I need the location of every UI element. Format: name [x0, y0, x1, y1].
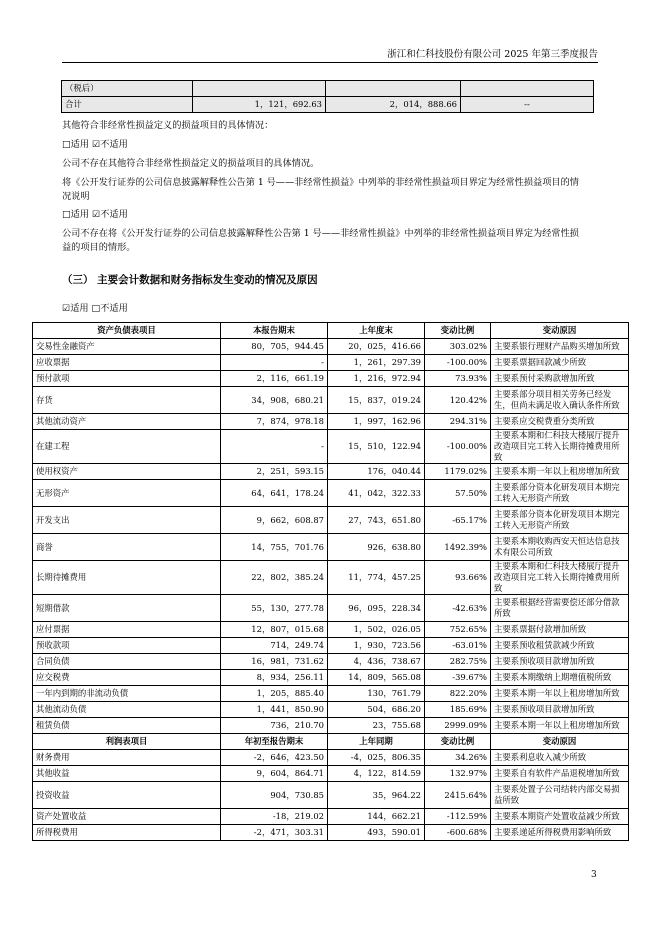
table-row [33, 480, 629, 507]
column-header: 资产负债表项目 [33, 323, 221, 339]
cell-item: 资产处置收益 [33, 809, 221, 825]
cell-reason: 主要系本期收购西安天恒达信息技术有限公司所致 [491, 534, 629, 561]
table-row [33, 464, 629, 480]
cell-item: 在建工程 [33, 430, 221, 464]
table-row [33, 718, 629, 734]
cell-change: 2999.09% [425, 718, 491, 734]
cell-change: -65.17% [425, 507, 491, 534]
cell-change: 57.50% [425, 480, 491, 507]
cell-item: 合计 [62, 97, 193, 113]
cell-prior: 41，042，322.33 [328, 480, 425, 507]
cell-item: 其他收益 [33, 766, 221, 782]
cell-reason: 主要系本期和仁科技大楼展厅提升改造项目完工转入长期待摊费用所致 [491, 430, 629, 464]
page-number: 3 [591, 870, 597, 880]
cell-prior: 35，964.22 [328, 782, 425, 809]
cell-change: 294.31% [425, 414, 491, 430]
cell-item: 所得税费用 [33, 825, 221, 841]
cell-current: 1，121，692.63 [193, 97, 326, 113]
cell-prior: 4，436，738.67 [328, 654, 425, 670]
cell-item: 应交税费 [33, 670, 221, 686]
cell-reason: 主要系预付采购款增加所致 [491, 371, 629, 387]
table-row [33, 809, 629, 825]
nonrecurring-table [61, 80, 594, 113]
changes-table [32, 322, 629, 841]
table-row [33, 702, 629, 718]
cell-prior: 20，025，416.66 [328, 339, 425, 355]
cell-reason: 主要系银行理财产品购买增加所致 [491, 339, 629, 355]
cell-prior: 1，502，026.05 [328, 622, 425, 638]
cell-change: 282.75% [425, 654, 491, 670]
cell-current: -2，471，303.31 [221, 825, 328, 841]
cell-current: 714，249.74 [221, 638, 328, 654]
applicable-check-2: □适用 ☑不适用 [62, 209, 128, 220]
table-row [33, 638, 629, 654]
cell-change: -100.00% [425, 355, 491, 371]
cell-prior: 176，040.44 [328, 464, 425, 480]
cell-prior: 1，216，972.94 [328, 371, 425, 387]
column-header: 本报告期末 [221, 323, 328, 339]
cell-reason: 主要系利息收入减少所致 [491, 750, 629, 766]
page-header: 浙江和仁科技股份有限公司 2025 年第三季度报告 [62, 46, 598, 63]
cell-item: 使用权资产 [33, 464, 221, 480]
cell-change: -39.67% [425, 670, 491, 686]
table-row [33, 355, 629, 371]
table-row [33, 670, 629, 686]
cell-current: - [221, 430, 328, 464]
table-row [33, 654, 629, 670]
column-header: 变动原因 [491, 323, 629, 339]
cell-item: 其他流动负债 [33, 702, 221, 718]
cell-item: 短期借款 [33, 595, 221, 622]
cell-current: 7，874，978.18 [221, 414, 328, 430]
cell-reason: 主要系部分项目相关劳务已经发生，但尚未满足收入确认条件所致 [491, 387, 629, 414]
cell-item: 应收票据 [33, 355, 221, 371]
cell-item: 其他流动资产 [33, 414, 221, 430]
para-other-items: 其他符合非经常性损益定义的损益项目的具体情况： [62, 120, 274, 131]
cell-reason: 主要系本期一年以上租房增加所致 [491, 718, 629, 734]
cell-reason: 主要系本期和仁科技大楼展厅提升改造项目完工转入长期待摊费用所致 [491, 561, 629, 595]
cell-reason: 主要系本期缴纳上期增值税所致 [491, 670, 629, 686]
cell-current: -18，219.02 [221, 809, 328, 825]
cell-current: 16，981，731.62 [221, 654, 328, 670]
table-row [33, 595, 629, 622]
cell-prior: 1，261，297.39 [328, 355, 425, 371]
column-header: 上年同期 [328, 734, 425, 750]
cell-change: 132.97% [425, 766, 491, 782]
table-row-total [62, 97, 594, 113]
table-row [33, 414, 629, 430]
cell-change: 752.65% [425, 622, 491, 638]
cell-prior: 4，122，814.59 [328, 766, 425, 782]
cell-change: 1492.39% [425, 534, 491, 561]
cell-item: 交易性金融资产 [33, 339, 221, 355]
cell-change: 34.26% [425, 750, 491, 766]
cell-change: 303.02% [425, 339, 491, 355]
cell-change: -600.68% [425, 825, 491, 841]
cell-item: 一年内到期的非流动负债 [33, 686, 221, 702]
cell-reason: 主要系处置子公司结转内部交易损益所致 [491, 782, 629, 809]
income-header-row [33, 734, 629, 750]
cell-prior: 493，590.01 [328, 825, 425, 841]
cell-prior: 130，761.79 [328, 686, 425, 702]
cell-prior: 14，809，565.08 [328, 670, 425, 686]
cell-prior: 15，510，122.94 [328, 430, 425, 464]
cell-reason: 主要系预收项目款增加所致 [491, 654, 629, 670]
table-row [33, 371, 629, 387]
cell-note: -- [461, 97, 594, 113]
cell-current: 2，116，661.19 [221, 371, 328, 387]
cell-current: 736，210.70 [221, 718, 328, 734]
cell-reason: 主要系自有软件产品退税增加所致 [491, 766, 629, 782]
cell-item: （税后） [62, 81, 193, 97]
cell-current: 1，441，850.90 [221, 702, 328, 718]
cell-item: 预收款项 [33, 638, 221, 654]
cell-reason: 主要系本期一年以上租房增加所致 [491, 686, 629, 702]
cell-prior: 144，662.21 [328, 809, 425, 825]
cell-current: 1，205，885.40 [221, 686, 328, 702]
para-no-other-items: 公司不存在其他符合非经常性损益定义的损益项目的具体情况。 [62, 158, 320, 169]
cell-item: 合同负债 [33, 654, 221, 670]
cell-reason: 主要系根据经营需要偿还部分借款所致 [491, 595, 629, 622]
cell-reason: 主要系应交税费重分类所致 [491, 414, 629, 430]
cell-current: 2，251，593.15 [221, 464, 328, 480]
table-row [33, 825, 629, 841]
cell-current: 80，705，944.45 [221, 339, 328, 355]
cell-reason: 主要系本期资产处置收益减少所致 [491, 809, 629, 825]
table-row [62, 81, 594, 97]
para-no-reclass: 公司不存在将《公开发行证券的公司信息披露解释性公告第 1 号——非经常性损益》中列举的非经常性损益项目界定为经常性损益的项目的情形。 [62, 228, 579, 253]
cell-change: -100.00% [425, 430, 491, 464]
cell-current: 9，604，864.71 [221, 766, 328, 782]
cell-prior: 23，755.68 [328, 718, 425, 734]
cell-reason: 主要系本期一年以上租房增加所致 [491, 464, 629, 480]
balance-header-row [33, 323, 629, 339]
cell-prior: 1，997，162.96 [328, 414, 425, 430]
table-row [33, 534, 629, 561]
cell-prior: 1，930，723.56 [328, 638, 425, 654]
column-header: 变动比例 [425, 734, 491, 750]
column-header: 利润表项目 [33, 734, 221, 750]
cell-current: 34，908，680.21 [221, 387, 328, 414]
cell-reason: 主要系票据回款减少所致 [491, 355, 629, 371]
cell-change: 93.66% [425, 561, 491, 595]
cell-item: 开发支出 [33, 507, 221, 534]
cell-prior: 96，095，228.34 [328, 595, 425, 622]
cell-reason: 主要系部分资本化研发项目本期完工转入无形资产所致 [491, 507, 629, 534]
cell-current: 9，662，608.87 [221, 507, 328, 534]
cell-prior: 11，774，457.25 [328, 561, 425, 595]
table-row [33, 561, 629, 595]
cell-prior: -4，025，806.35 [328, 750, 425, 766]
cell-change: -42.63% [425, 595, 491, 622]
cell-prior: 504，686.20 [328, 702, 425, 718]
table-row [33, 430, 629, 464]
applicable-check-1: □适用 ☑不适用 [62, 139, 128, 150]
cell-change: 73.93% [425, 371, 491, 387]
cell-reason: 主要系预收项目款增加所致 [491, 702, 629, 718]
column-header: 上年度末 [328, 323, 425, 339]
table-row [33, 782, 629, 809]
table-row [33, 686, 629, 702]
cell-change: 1179.02% [425, 464, 491, 480]
cell-current: - [221, 355, 328, 371]
cell-ytd: 2，014，888.66 [326, 97, 461, 113]
cell-change: 822.20% [425, 686, 491, 702]
cell-item: 预付款项 [33, 371, 221, 387]
table-row [33, 750, 629, 766]
applicable-check-3: ☑适用 □不适用 [62, 303, 128, 314]
cell-current: 64，641，178.24 [221, 480, 328, 507]
cell-prior: 926，638.80 [328, 534, 425, 561]
column-header: 变动比例 [425, 323, 491, 339]
cell-current: 8，934，256.11 [221, 670, 328, 686]
cell-current: 22，802，385.24 [221, 561, 328, 595]
cell-item: 财务费用 [33, 750, 221, 766]
cell-item: 存货 [33, 387, 221, 414]
column-header: 年初至报告期末 [221, 734, 328, 750]
cell-change: -63.01% [425, 638, 491, 654]
cell-current: 14，755，701.76 [221, 534, 328, 561]
table-row [33, 387, 629, 414]
cell-current: -2，646，423.50 [221, 750, 328, 766]
cell-current: 904，730.85 [221, 782, 328, 809]
cell-prior: 15，837，019.24 [328, 387, 425, 414]
cell-item: 无形资产 [33, 480, 221, 507]
cell-reason: 主要系部分资本化研发项目本期完工转入无形资产所致 [491, 480, 629, 507]
cell-item: 应付票据 [33, 622, 221, 638]
table-row [33, 507, 629, 534]
column-header: 变动原因 [491, 734, 629, 750]
table-row [33, 339, 629, 355]
cell-reason: 主要系递延所得税费用影响所致 [491, 825, 629, 841]
cell-prior: 27，743，651.80 [328, 507, 425, 534]
section-title: （三） 主要会计数据和财务指标发生变动的情况及原因 [62, 274, 318, 286]
cell-item: 投资收益 [33, 782, 221, 809]
table-row [33, 622, 629, 638]
cell-reason: 主要系票据付款增加所致 [491, 622, 629, 638]
cell-change: 2415.64% [425, 782, 491, 809]
cell-item: 商誉 [33, 534, 221, 561]
cell-current: 55，130，277.78 [221, 595, 328, 622]
cell-reason: 主要系预收租赁款减少所致 [491, 638, 629, 654]
cell-item: 长期待摊费用 [33, 561, 221, 595]
table-row [33, 766, 629, 782]
cell-current: 12，807，015.68 [221, 622, 328, 638]
cell-item: 租赁负债 [33, 718, 221, 734]
cell-change: 120.42% [425, 387, 491, 414]
para-reclass-note: 将《公开发行证券的公司信息披露解释性公告第 1 号——非经常性损益》中列举的非经常性损益项目界定为经常性损益项目的情况说明 [62, 177, 579, 202]
cell-change: -112.59% [425, 809, 491, 825]
cell-change: 185.69% [425, 702, 491, 718]
